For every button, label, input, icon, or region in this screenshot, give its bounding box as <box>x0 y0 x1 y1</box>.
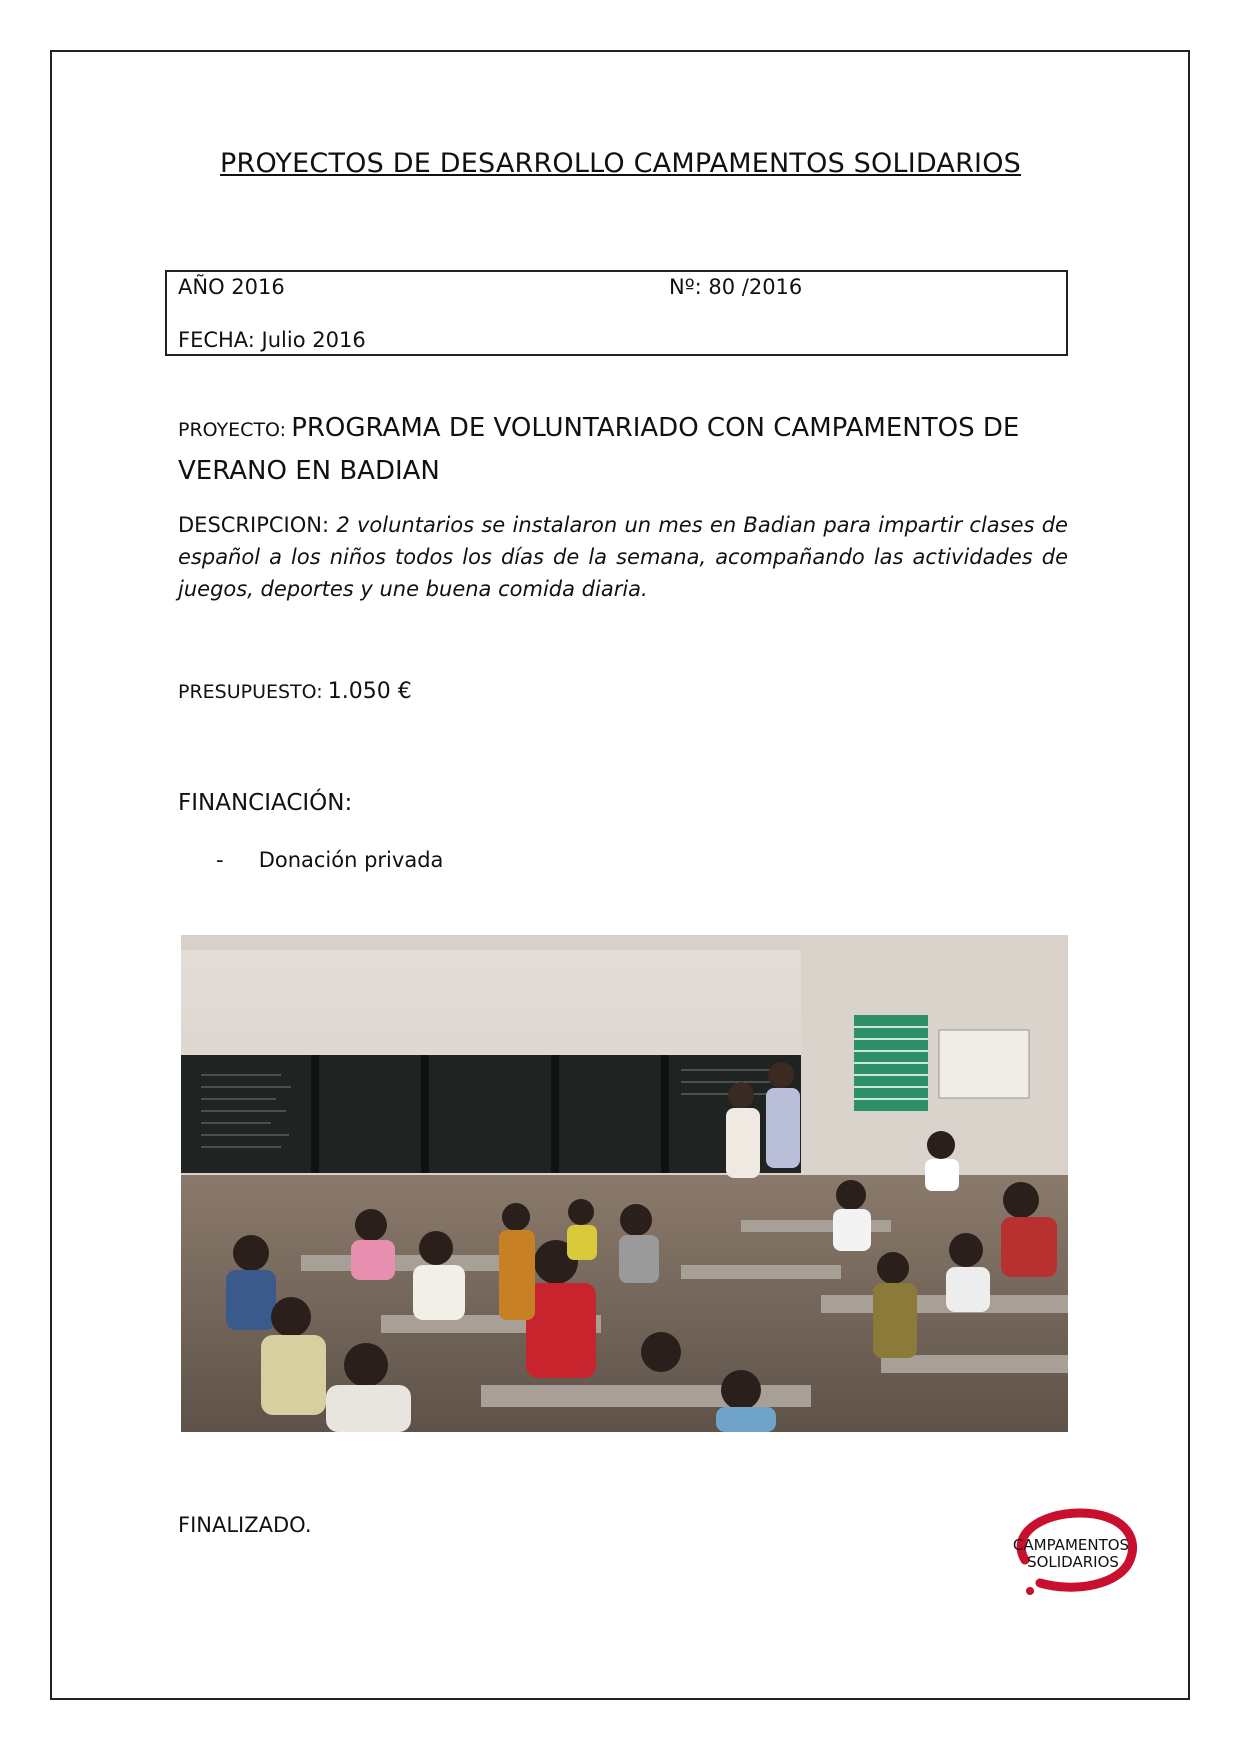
info-box <box>165 270 1068 356</box>
description-text: 2 voluntarios se instalaron un mes en Badian para impartir clases de español a los niños todos los días de la semana, acompañando las actividades de juegos, deportes y une buena comida diaria. <box>178 513 1068 601</box>
project-label: PROYECTO: <box>178 419 287 441</box>
budget-value: 1.050 € <box>327 679 412 704</box>
number-field: Nº: 80 /2016 <box>669 275 803 299</box>
description-section <box>178 509 1068 605</box>
financing-item-text: Donación privada <box>258 848 444 872</box>
description-label: DESCRIPCION: <box>178 513 330 537</box>
financing-label: FINANCIACIÓN: <box>178 790 353 816</box>
status-text: FINALIZADO. <box>178 1513 312 1537</box>
financing-item <box>216 848 443 872</box>
budget-section <box>178 679 412 704</box>
bullet-dash: - <box>216 848 224 872</box>
logo-text-line2: SOLIDARIOS <box>1027 1553 1119 1571</box>
year-field: AÑO 2016 <box>178 275 285 299</box>
date-field: FECHA: Julio 2016 <box>178 328 366 352</box>
project-name: PROGRAMA DE VOLUNTARIADO CON CAMPAMENTOS DE VERANO EN BADIAN <box>178 413 1020 486</box>
budget-label: PRESUPUESTO: <box>178 681 323 703</box>
document-title: PROYECTOS DE DESARROLLO CAMPAMENTOS SOLIDARIOS <box>220 148 1021 179</box>
logo-text-line1: CAMPAMENTOS <box>1012 1536 1130 1554</box>
classroom-photo <box>181 935 1068 1432</box>
project-section <box>178 408 1068 494</box>
campamentos-solidarios-logo <box>995 1505 1145 1600</box>
